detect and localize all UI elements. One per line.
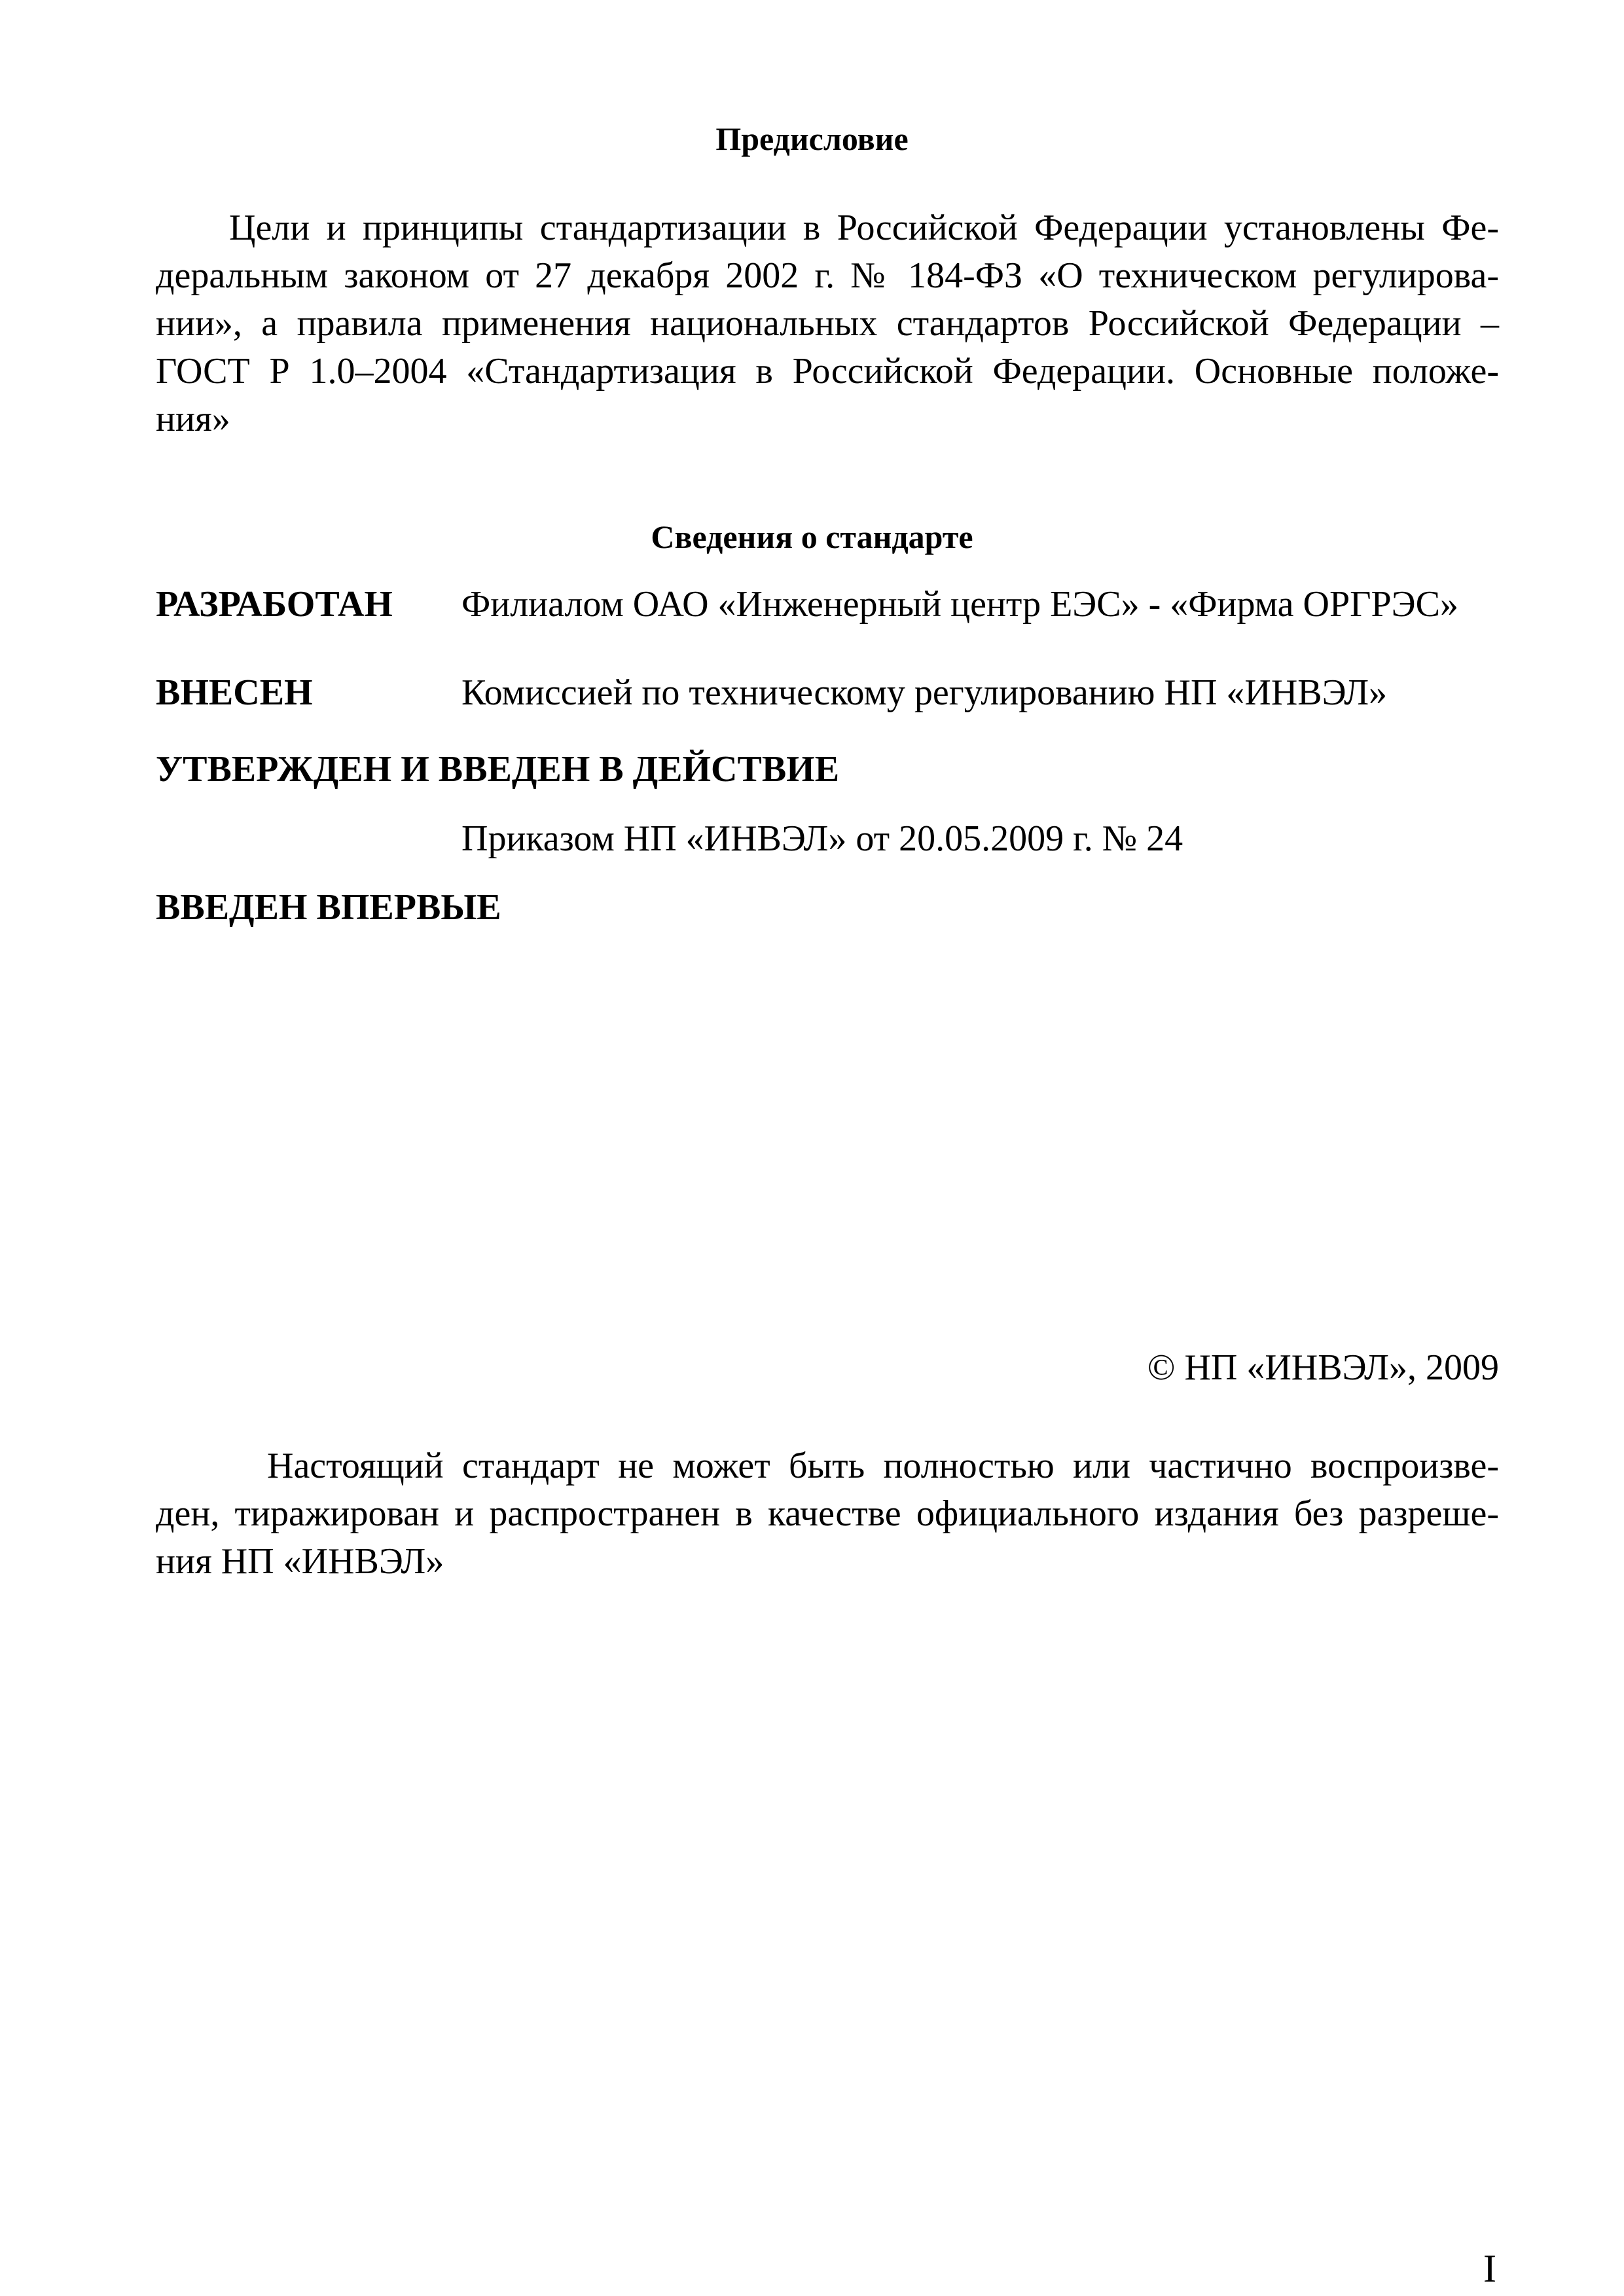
preface-line-5: ния» (156, 399, 230, 439)
preface-line-2: деральным законом от 27 декабря 2002 г. № 184-ФЗ «О техническом регулирова- (156, 255, 1499, 296)
developed-label: РАЗРАБОТАН (156, 584, 393, 625)
reproduction-notice (156, 1442, 1499, 1586)
notice-line-2: ден, тиражирован и распространен в качестве официального издания без разреше- (156, 1493, 1499, 1534)
preface-line-3: нии», а правила применения национальных стандартов Российской Федерации – (156, 303, 1499, 344)
page-number: I (1483, 2247, 1496, 2290)
notice-line-3: ния НП «ИНВЭЛ» (156, 1541, 444, 1582)
copyright-notice: © НП «ИНВЭЛ», 2009 (1147, 1347, 1499, 1388)
introduced-value: Комиссией по техническому регулированию НП «ИНВЭЛ» (461, 672, 1388, 713)
approved-label: УТВЕРЖДЕН И ВВЕДЕН В ДЕЙСТВИЕ (156, 749, 840, 790)
preface-line-4: ГОСТ Р 1.0–2004 «Стандартизация в Российской Федерации. Основные положе- (156, 351, 1499, 392)
preface-paragraph (156, 204, 1499, 443)
preface-title: Предисловие (715, 120, 909, 157)
standard-info-title: Сведения о стандарте (651, 519, 973, 555)
notice-line-1: Настоящий стандарт не может быть полностью или частично воспроизве- (267, 1446, 1499, 1486)
introduced-label: ВНЕСЕН (156, 672, 313, 713)
preface-line-1: Цели и принципы стандартизации в Российской Федерации установлены Фе- (229, 208, 1499, 248)
first-time-label: ВВЕДЕН ВПЕРВЫЕ (156, 887, 501, 928)
approved-value: Приказом НП «ИНВЭЛ» от 20.05.2009 г. № 24 (461, 818, 1183, 859)
developed-value: Филиалом ОАО «Инженерный центр ЕЭС» - «Фирма ОРГРЭС» (461, 584, 1458, 625)
